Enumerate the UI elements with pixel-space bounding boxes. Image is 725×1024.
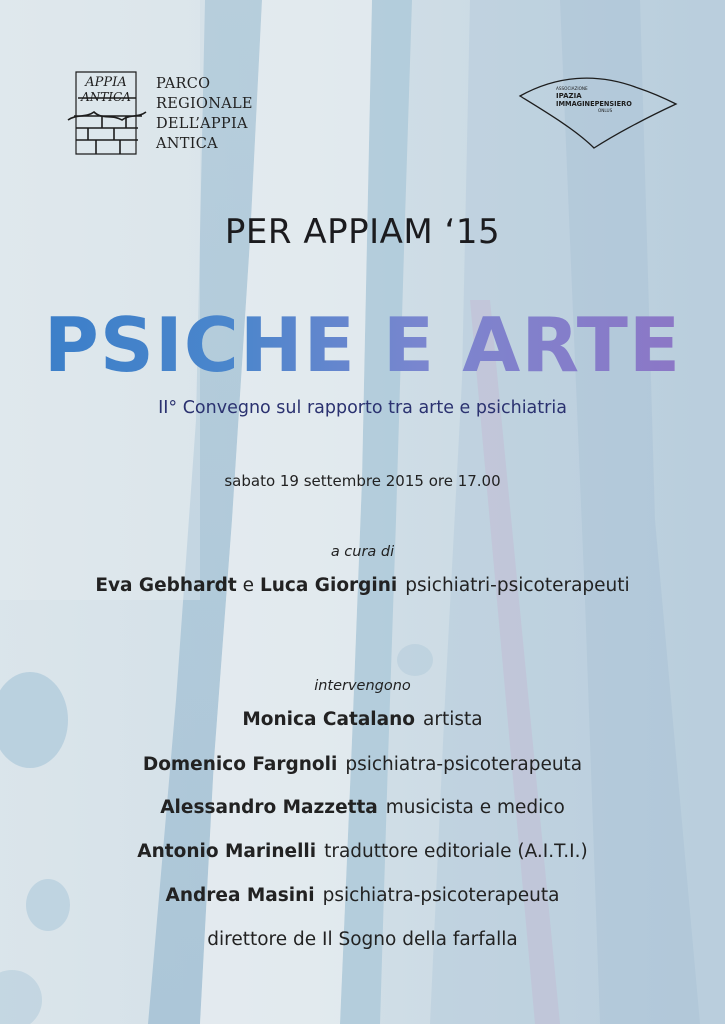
event-date: sabato 19 settembre 2015 ore 17.00 <box>224 472 501 490</box>
curator-name-1: Eva Gebhardt <box>95 575 237 596</box>
event-subtitle: PER APPIAM ‘15 <box>224 212 501 252</box>
speakers-label: intervengono <box>314 678 411 694</box>
speaker-name: Antonio Marinelli <box>137 841 317 862</box>
speaker-role: musicista e medico <box>385 797 565 818</box>
speaker-extra: direttore de Il Sogno della farfalla <box>207 929 518 950</box>
speaker-name: Alessandro Mazzetta <box>160 797 378 818</box>
speaker-name: Domenico Fargnoli <box>142 754 338 775</box>
park-line-2: REGIONALE <box>156 96 253 112</box>
park-name <box>156 74 253 154</box>
park-line-3: DELL’APPIA <box>156 116 248 132</box>
parco-appia-antica-logo <box>66 68 148 160</box>
curator-name-2: Luca Giorgini <box>259 575 398 596</box>
assoc-line-4: ONLUS <box>598 108 613 113</box>
speaker-row <box>0 797 725 818</box>
convegno-line: II° Convegno sul rapporto tra arte e psichiatria <box>158 398 567 418</box>
curators-line <box>0 575 725 596</box>
assoc-line-2: IPAZIA <box>556 92 582 100</box>
svg-text:APPIA: APPIA <box>85 75 127 90</box>
curators-label: a cura di <box>330 544 395 560</box>
speaker-row <box>0 709 725 730</box>
curators-role: psichiatri-psicoterapeuti <box>405 575 630 596</box>
speaker-name: Monica Catalano <box>242 709 416 730</box>
assoc-line-1: ASSOCIAZIONE <box>556 86 588 91</box>
speaker-role: psichiatra-psicoterapeuta <box>322 885 560 906</box>
speaker-row <box>0 885 725 906</box>
event-title <box>0 302 725 388</box>
park-line-4: ANTICA <box>156 136 218 152</box>
assoc-line-3: IMMAGINEPENSIERO <box>556 100 632 108</box>
ipazia-association-logo <box>516 74 680 152</box>
curators-connector: e <box>242 575 255 596</box>
speaker-role: artista <box>423 709 483 730</box>
speaker-role: psichiatra-psicoterapeuta <box>345 754 583 775</box>
speaker-name: Andrea Masini <box>165 885 315 906</box>
speaker-row <box>0 754 725 775</box>
speaker-row <box>0 841 725 862</box>
speaker-role: traduttore editoriale (A.I.T.I.) <box>324 841 588 862</box>
event-title-text: PSICHE E ARTE <box>43 301 682 389</box>
park-line-1: PARCO <box>156 76 211 92</box>
svg-text:ANTICA: ANTICA <box>81 90 131 104</box>
